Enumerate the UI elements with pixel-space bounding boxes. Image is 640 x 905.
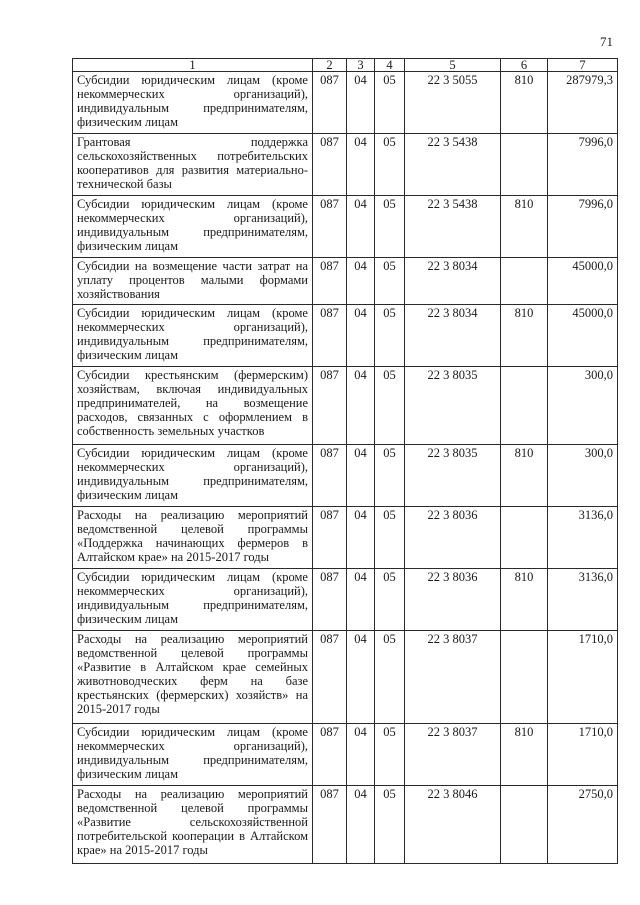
- row-amount: 300,0: [548, 445, 618, 507]
- table-row: [73, 258, 618, 305]
- row-code-3: 04: [347, 724, 375, 786]
- row-amount: 2750,0: [548, 786, 618, 864]
- table-row: [73, 724, 618, 786]
- row-code-4: 05: [375, 258, 405, 305]
- row-code-2: 087: [313, 507, 347, 569]
- row-code-3: 04: [347, 305, 375, 367]
- row-code-6: [501, 507, 548, 569]
- row-code-2: 087: [313, 367, 347, 445]
- row-amount: 287979,3: [548, 72, 618, 134]
- row-code-6: 810: [501, 305, 548, 367]
- header-col-4: 4: [375, 59, 405, 72]
- row-code-4: 05: [375, 445, 405, 507]
- row-code-2: 087: [313, 631, 347, 724]
- row-code-3: 04: [347, 631, 375, 724]
- row-code-2: 087: [313, 72, 347, 134]
- header-col-2: 2: [313, 59, 347, 72]
- row-code-4: 05: [375, 134, 405, 196]
- row-amount: 7996,0: [548, 196, 618, 258]
- row-code-6: 810: [501, 72, 548, 134]
- row-code-5: 22 3 5438: [405, 196, 501, 258]
- row-code-4: 05: [375, 305, 405, 367]
- row-code-2: 087: [313, 305, 347, 367]
- row-code-3: 04: [347, 569, 375, 631]
- row-description: Субсидии юридическим лицам (кроме некоммерческих организаций), индивидуальным предпринимателям, физическим лицам: [73, 445, 313, 507]
- row-code-4: 05: [375, 72, 405, 134]
- row-code-2: 087: [313, 786, 347, 864]
- row-code-2: 087: [313, 445, 347, 507]
- table-row: [73, 507, 618, 569]
- row-code-6: 810: [501, 196, 548, 258]
- row-code-6: [501, 786, 548, 864]
- row-code-2: 087: [313, 724, 347, 786]
- row-code-5: 22 3 8035: [405, 367, 501, 445]
- row-description: Расходы на реализацию мероприятий ведомственной целевой программы «Развитие в Алтайском крае семейных животноводческих ферм на базе крестьянских (фермерских) хозяйств» на 2015-2017 годы: [73, 631, 313, 724]
- row-code-5: 22 3 5055: [405, 72, 501, 134]
- row-code-6: 810: [501, 569, 548, 631]
- header-col-1: 1: [73, 59, 313, 72]
- header-col-6: 6: [501, 59, 548, 72]
- table-row: [73, 445, 618, 507]
- row-description: Расходы на реализацию мероприятий ведомственной целевой программы «Поддержка начинающих фермеров в Алтайском крае» на 2015-2017 годы: [73, 507, 313, 569]
- row-code-5: 22 3 8036: [405, 569, 501, 631]
- row-code-3: 04: [347, 72, 375, 134]
- row-code-2: 087: [313, 134, 347, 196]
- row-code-6: [501, 134, 548, 196]
- table-row: [73, 631, 618, 724]
- row-amount: 3136,0: [548, 507, 618, 569]
- row-code-5: 22 3 8037: [405, 724, 501, 786]
- row-code-2: 087: [313, 196, 347, 258]
- row-code-5: 22 3 8036: [405, 507, 501, 569]
- row-description: Субсидии юридическим лицам (кроме некоммерческих организаций), индивидуальным предпринимателям, физическим лицам: [73, 196, 313, 258]
- row-code-6: [501, 367, 548, 445]
- row-amount: 45000,0: [548, 305, 618, 367]
- row-description: Субсидии юридическим лицам (кроме некоммерческих организаций), индивидуальным предпринимателям, физическим лицам: [73, 72, 313, 134]
- row-amount: 7996,0: [548, 134, 618, 196]
- row-code-5: 22 3 8034: [405, 305, 501, 367]
- row-code-6: [501, 258, 548, 305]
- row-code-4: 05: [375, 507, 405, 569]
- header-col-3: 3: [347, 59, 375, 72]
- row-description: Субсидии на возмещение части затрат на уплату процентов малыми формами хозяйствования: [73, 258, 313, 305]
- table-row: [73, 786, 618, 864]
- row-description: Грантовая поддержка сельскохозяйственных потребительских кооперативов для развития материально-технической базы: [73, 134, 313, 196]
- row-code-4: 05: [375, 367, 405, 445]
- table-row: [73, 367, 618, 445]
- table-row: [73, 569, 618, 631]
- row-code-5: 22 3 8037: [405, 631, 501, 724]
- table-row: [73, 72, 618, 134]
- header-col-7: 7: [548, 59, 618, 72]
- row-code-3: 04: [347, 507, 375, 569]
- row-code-4: 05: [375, 569, 405, 631]
- row-code-6: [501, 631, 548, 724]
- header-row: [73, 59, 618, 72]
- table-row: [73, 196, 618, 258]
- table-row: [73, 134, 618, 196]
- row-amount: 1710,0: [548, 631, 618, 724]
- row-amount: 3136,0: [548, 569, 618, 631]
- table-row: [73, 305, 618, 367]
- row-code-3: 04: [347, 196, 375, 258]
- row-code-3: 04: [347, 258, 375, 305]
- row-code-4: 05: [375, 724, 405, 786]
- row-code-3: 04: [347, 367, 375, 445]
- row-code-5: 22 3 8035: [405, 445, 501, 507]
- row-code-6: 810: [501, 445, 548, 507]
- row-code-3: 04: [347, 786, 375, 864]
- row-code-4: 05: [375, 631, 405, 724]
- row-code-4: 05: [375, 196, 405, 258]
- row-description: Субсидии юридическим лицам (кроме некоммерческих организаций), индивидуальным предпринимателям, физическим лицам: [73, 569, 313, 631]
- row-amount: 1710,0: [548, 724, 618, 786]
- row-amount: 300,0: [548, 367, 618, 445]
- row-code-2: 087: [313, 258, 347, 305]
- header-col-5: 5: [405, 59, 501, 72]
- row-code-5: 22 3 8034: [405, 258, 501, 305]
- row-amount: 45000,0: [548, 258, 618, 305]
- row-code-2: 087: [313, 569, 347, 631]
- budget-table: [72, 58, 618, 864]
- row-code-3: 04: [347, 134, 375, 196]
- row-description: Расходы на реализацию мероприятий ведомственной целевой программы «Развитие сельскохозяйственной потребительской кооперации в Алтайском крае» на 2015-2017 годы: [73, 786, 313, 864]
- row-code-6: 810: [501, 724, 548, 786]
- row-code-5: 22 3 8046: [405, 786, 501, 864]
- row-description: Субсидии крестьянским (фермерским) хозяйствам, включая индивидуальных предпринимателей, на возмещение расходов, связанных с оформлением в собственность земельных участков: [73, 367, 313, 445]
- page-number: 71: [600, 34, 613, 49]
- row-code-3: 04: [347, 445, 375, 507]
- row-description: Субсидии юридическим лицам (кроме некоммерческих организаций), индивидуальным предпринимателям, физическим лицам: [73, 305, 313, 367]
- row-code-4: 05: [375, 786, 405, 864]
- row-code-5: 22 3 5438: [405, 134, 501, 196]
- row-description: Субсидии юридическим лицам (кроме некоммерческих организаций), индивидуальным предпринимателям, физическим лицам: [73, 724, 313, 786]
